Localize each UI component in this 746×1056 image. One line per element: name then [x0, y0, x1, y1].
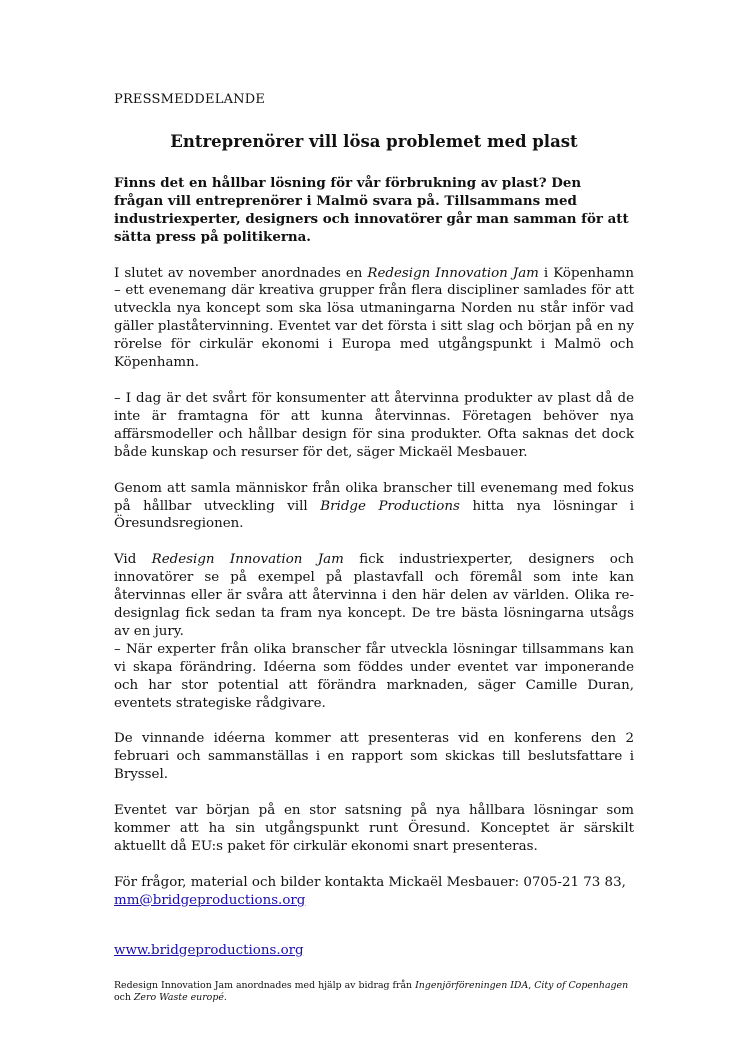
event-name: Redesign Innovation Jam [367, 265, 539, 281]
paragraph-4-text-end: fick industriexperter, designers och innovatörer se på exempel på plastavfall och föremål som inte kan återvinnas eller är svåra att återvinna i den här delen av världen. Olika re-designlag fick sedan ta fram nya koncept. De tre bästa lösningarna utsågs av en jury. [114, 552, 634, 639]
page-title: Entreprenörer vill lösa problemet med plast [170, 131, 578, 151]
paragraph-4-text: Vid [114, 552, 152, 568]
footnote-end: . [223, 992, 227, 1004]
footnote-separator: , [528, 979, 535, 991]
paragraph-4 [114, 551, 634, 641]
press-release [114, 91, 634, 1005]
sponsor-ida: Ingenjörföreningen IDA [415, 979, 529, 991]
website-paragraph [114, 942, 634, 960]
footnote-separator: och [114, 992, 134, 1004]
event-name: Redesign Innovation Jam [151, 552, 344, 568]
paragraph-3-text-end: hitta nya lösningar i Öresundsregionen. [114, 498, 634, 532]
paragraph-6: De vinnande idéerna kommer att presenteras vid en konferens den 2 februari och sammanställas i en rapport som skickas till beslutsfattare i Bryssel. [114, 731, 634, 783]
document-label: PRESSMEDDELANDE [114, 92, 266, 107]
footnote-text: Redesign Innovation Jam anordnades med hjälp av bidrag från [114, 979, 416, 991]
paragraph-1-text-end: i Köpenhamn – ett evenemang där kreativa grupper från flera discipliner samlades för att utveckla nya koncept som ska lösa utmaningarna Norden nu står inför vad gäller plaståtervinning. Eventet var det första i sitt slag och början på en ny rörelse för cirkulär ekonomi i Europa med utgångspunkt i Malmö och Köpenhamn. [114, 265, 634, 371]
email-link[interactable]: mm@bridgeproductions.org [114, 892, 306, 908]
paragraph-7: Eventet var början på en stor satsning på nya hållbara lösningar som kommer att ha sin utgångspunkt runt Öresund. Konceptet är särskilt aktuellt då EU:s paket för cirkulär ekonomi snart presenteras. [114, 803, 634, 854]
contact-paragraph [114, 874, 634, 910]
footnote [114, 980, 634, 1005]
paragraph-1-text: I slutet av november anordnades en [114, 265, 368, 281]
sponsor-copenhagen: City of Copenhagen [534, 979, 629, 991]
paragraph-5: – När experter från olika branscher får utveckla lösningar tillsammans kan vi skapa förändring. Idéerna som föddes under eventet var imponerande och har stor potential att förändra marknaden, säger Camille Duran, eventets strategiske rådgivare. [114, 641, 634, 711]
contact-text: För frågor, material och bilder kontakta Mickaël Mesbauer: 0705-21 73 83, [114, 874, 626, 890]
website-link[interactable]: www.bridgeproductions.org [114, 942, 304, 958]
lead-paragraph: Finns det en hållbar lösning för vår förbrukning av plast? Den frågan vill entreprenörer i Malmö svara på. Tillsammans med industriexperter, designers och innovatörer går man samman för att sätta press på politikerna. [114, 174, 629, 245]
paragraph-2: – I dag är det svårt för konsumenter att återvinna produkter av plast då de inte är framtagna för att kunna återvinnas. Företagen behöver nya affärsmodeller och hållbar design för sina produkter. Ofta saknas det dock både kunskap och resurser för det, säger Mickaël Mesbauer. [114, 390, 634, 460]
paragraph-3-text: Genom att samla människor från olika branscher till evenemang med fokus på hållbar utveckling vill [114, 480, 634, 514]
paragraph-1 [114, 265, 634, 372]
sponsor-zero-waste: Zero Waste europé [133, 992, 224, 1004]
company-name: Bridge Productions [320, 498, 460, 514]
paragraph-3 [114, 480, 634, 534]
